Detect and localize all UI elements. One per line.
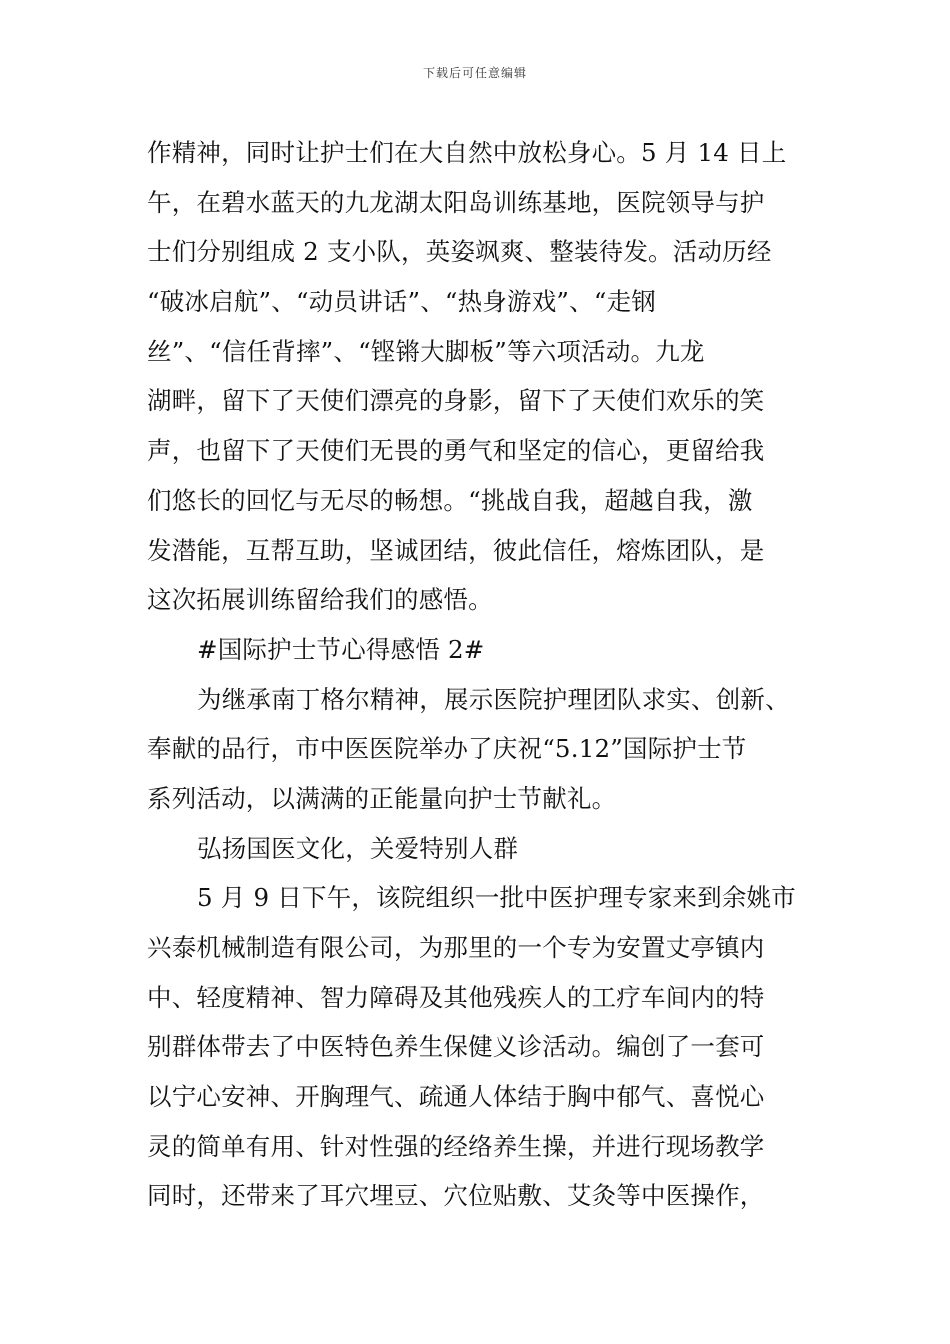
text-line: 发潜能，互帮互助，坚诚团结，彼此信任，熔炼团队，是 [147, 535, 765, 565]
document-body [147, 128, 847, 1221]
text-line: 士们分别组成 2 支小队，英姿飒爽、整装待发。活动历经 [147, 237, 772, 267]
text-line: 声，也留下了天使们无畏的勇气和坚定的信心，更留给我 [147, 436, 765, 466]
text-line: 系列活动，以满满的正能量向护士节献礼。 [147, 783, 617, 813]
text-line: 5 月 9 日下午，该院组织一批中医护理专家来到余姚市 [197, 883, 796, 913]
page-header: 下载后可任意编辑 [422, 66, 527, 80]
text-line: 奉献的品行，市中医医院举办了庆祝“5.12”国际护士节 [147, 734, 747, 764]
section-heading: #国际护士节心得感悟 2# [197, 634, 485, 664]
text-line: 为继承南丁格尔精神，展示医院护理团队求实、创新、 [197, 684, 790, 714]
text-line: 丝”、“信任背摔”、“铿锵大脚板”等六项活动。九龙 [147, 336, 705, 366]
text-line: “破冰启航”、“动员讲话”、“热身游戏”、“走钢 [147, 287, 656, 317]
text-line: 们悠长的回忆与无尽的畅想。“挑战自我，超越自我，激 [147, 485, 753, 515]
text-line: 兴泰机械制造有限公司，为那里的一个专为安置丈亭镇内 [147, 933, 765, 962]
text-line: 以宁心安神、开胸理气、疏通人体结于胸中郁气、喜悦心 [147, 1082, 765, 1112]
subsection-heading: 弘扬国医文化，关爱特别人群 [197, 833, 519, 863]
text-line: 中、轻度精神、智力障碍及其他残疾人的工疗车间内的特 [147, 982, 765, 1012]
text-line: 湖畔，留下了天使们漂亮的身影，留下了天使们欢乐的笑 [147, 386, 765, 416]
text-line: 别群体带去了中医特色养生保健义诊活动。编创了一套可 [147, 1032, 765, 1062]
text-line: 灵的简单有用、针对性强的经络养生操，并进行现场教学 [147, 1131, 765, 1161]
text-line: 这次拓展训练留给我们的感悟。 [147, 585, 493, 615]
text-line: 同时，还带来了耳穴埋豆、穴位贴敷、艾灸等中医操作， [147, 1181, 765, 1211]
text-line: 作精神，同时让护士们在大自然中放松身心。5 月 14 日上 [147, 138, 787, 167]
text-line: 午，在碧水蓝天的九龙湖太阳岛训练基地，医院领导与护 [147, 187, 765, 217]
